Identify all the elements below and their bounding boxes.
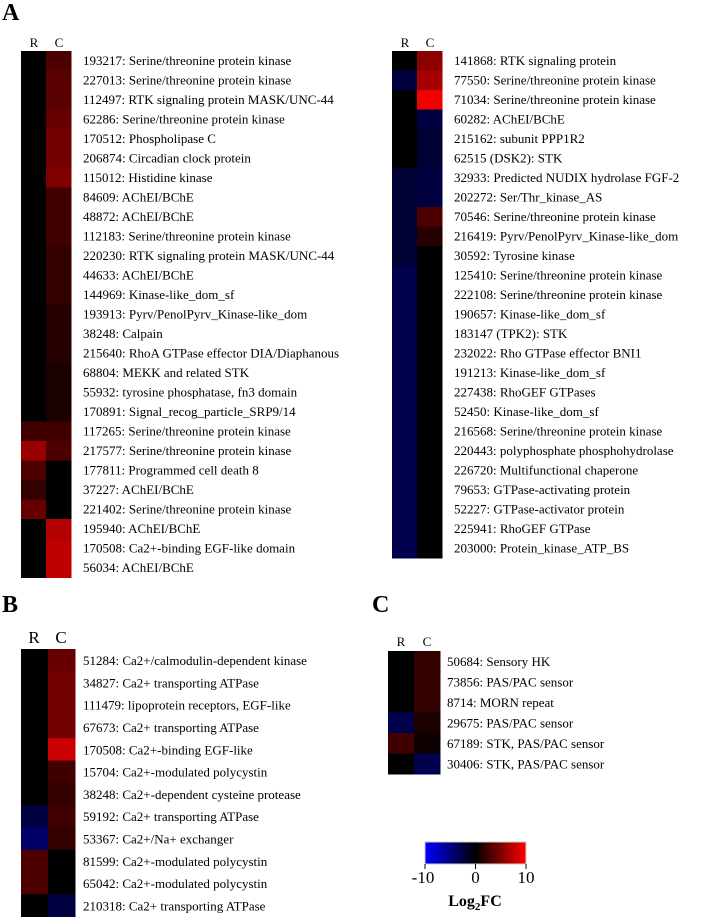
- heatmap-cell-r: [21, 363, 47, 383]
- heatmap-cell-r: [392, 441, 418, 461]
- heatmap-cell-r: [21, 850, 49, 873]
- heatmap-cell-c: [417, 324, 443, 344]
- heatmap-row-label: 73856: PAS/PAC sensor: [447, 674, 574, 690]
- heatmap-row-label: 50684: Sensory HK: [447, 653, 551, 669]
- heatmap-row-label: 112183: Serine/threonine protein kinase: [83, 228, 291, 244]
- heatmap-row-label: 65042: Ca2+-modulated polycystin: [83, 876, 268, 892]
- heatmap-cell-r: [21, 539, 47, 559]
- heatmap-cell-r: [392, 480, 418, 500]
- heatmap-cell-r: [21, 649, 49, 672]
- heatmap-row-label: 215162: subunit PPP1R2: [454, 131, 585, 147]
- heatmap-cell-r: [21, 738, 49, 761]
- heatmap-panel-a-right: [392, 51, 679, 559]
- heatmap-cell-c: [417, 285, 443, 305]
- heatmap-panel-c: [388, 651, 605, 775]
- heatmap-cell-c: [46, 110, 72, 130]
- heatmap-cell-r: [21, 500, 47, 520]
- heatmap-cell-r: [21, 383, 47, 403]
- heatmap-cell-c: [48, 738, 76, 761]
- heatmap-cell-c: [417, 149, 443, 169]
- heatmap-row-label: 52227: GTPase-activator protein: [454, 501, 625, 517]
- heatmap-cell-r: [21, 558, 47, 578]
- heatmap-cell-r: [392, 500, 418, 520]
- heatmap-cell-r: [21, 207, 47, 227]
- heatmap-cell-c: [48, 805, 76, 828]
- heatmap-cell-c: [414, 713, 441, 734]
- heatmap-cell-r: [392, 110, 418, 130]
- heatmap-cell-c: [48, 671, 76, 694]
- heatmap-cell-c: [46, 480, 72, 500]
- heatmap-cell-c: [46, 90, 72, 110]
- heatmap-cell-r: [392, 207, 418, 227]
- heatmap-row-label: 30406: STK, PAS/PAC sensor: [447, 756, 605, 772]
- heatmap-cell-c: [417, 363, 443, 383]
- heatmap-cell-r: [21, 422, 47, 442]
- heatmap-cell-r: [392, 71, 418, 91]
- heatmap-cell-r: [392, 402, 418, 422]
- heatmap-row-label: 193217: Serine/threonine protein kinase: [83, 53, 292, 69]
- heatmap-cell-r: [392, 539, 418, 559]
- heatmap-cell-r: [388, 651, 415, 672]
- heatmap-cell-c: [46, 149, 72, 169]
- color-scale-title-main: Log: [448, 893, 475, 910]
- heatmap-row-label: 79653: GTPase-activating protein: [454, 482, 631, 498]
- heatmap-cell-c: [46, 500, 72, 520]
- panel-b-col-head-r: R: [28, 628, 40, 647]
- heatmap-cell-r: [392, 168, 418, 188]
- heatmap-row-label: 177811: Programmed cell death 8: [83, 462, 259, 478]
- heatmap-cell-r: [392, 227, 418, 247]
- heatmap-cell-c: [417, 441, 443, 461]
- heatmap-cell-r: [388, 754, 415, 775]
- heatmap-row-label: 206874: Circadian clock protein: [83, 150, 251, 166]
- heatmap-cell-c: [48, 827, 76, 850]
- heatmap-cell-r: [21, 519, 47, 539]
- heatmap-cell-c: [417, 422, 443, 442]
- heatmap-cell-c: [417, 519, 443, 539]
- heatmap-row-label: 44633: AChEI/BChE: [83, 267, 194, 283]
- heatmap-cell-c: [417, 500, 443, 520]
- heatmap-cell-r: [21, 51, 47, 71]
- heatmap-cell-c: [46, 344, 72, 364]
- heatmap-cell-r: [21, 188, 47, 208]
- heatmap-cell-c: [417, 246, 443, 266]
- heatmap-row-label: 62286: Serine/threonine protein kinase: [83, 111, 285, 127]
- heatmap-row-label: 59192: Ca2+ transporting ATPase: [83, 809, 259, 825]
- heatmap-cell-c: [46, 71, 72, 91]
- heatmap-cell-r: [21, 324, 47, 344]
- heatmap-row-label: 202272: Ser/Thr_kinase_AS: [454, 189, 603, 205]
- heatmap-cell-c: [46, 402, 72, 422]
- heatmap-cell-r: [392, 90, 418, 110]
- heatmap-row-label: 170508: Ca2+-binding EGF-like domain: [83, 540, 296, 556]
- heatmap-cell-c: [417, 51, 443, 71]
- heatmap-row-label: 71034: Serine/threonine protein kinase: [454, 92, 656, 108]
- heatmap-row-label: 225941: RhoGEF GTPase: [454, 521, 591, 537]
- panel-label-b: B: [2, 592, 19, 618]
- color-scale-title-sub: 2: [474, 901, 481, 913]
- heatmap-cell-r: [392, 188, 418, 208]
- heatmap-row-label: 51284: Ca2+/calmodulin-dependent kinase: [83, 653, 307, 669]
- heatmap-cell-c: [46, 383, 72, 403]
- heatmap-cell-r: [392, 51, 418, 71]
- heatmap-cell-r: [388, 713, 415, 734]
- heatmap-row-label: 226720: Multifunctional chaperone: [454, 462, 639, 478]
- heatmap-cell-c: [48, 761, 76, 784]
- heatmap-row-label: 125410: Serine/threonine protein kinase: [454, 267, 663, 283]
- heatmap-cell-c: [417, 480, 443, 500]
- heatmap-row-label: 222108: Serine/threonine protein kinase: [454, 287, 663, 303]
- heatmap-row-label: 217577: Serine/threonine protein kinase: [83, 443, 292, 459]
- panel-label-c: C: [372, 592, 390, 618]
- heatmap-row-label: 220230: RTK signaling protein MASK/UNC-44: [83, 248, 335, 264]
- heatmap-row-label: 29675: PAS/PAC sensor: [447, 715, 574, 731]
- heatmap-row-label: 70546: Serine/threonine protein kinase: [454, 209, 656, 225]
- heatmap-row-label: 193913: Pyrv/PenolPyrv_Kinase-like_dom: [83, 306, 308, 322]
- heatmap-row-label: 210318: Ca2+ transporting ATPase: [83, 898, 266, 914]
- color-scale-title: [448, 893, 502, 913]
- heatmap-cell-c: [46, 305, 72, 325]
- color-scale-title-end: FC: [480, 893, 502, 910]
- heatmap-cell-c: [46, 246, 72, 266]
- heatmap-panel-b: [21, 649, 307, 917]
- heatmap-row-label: 53367: Ca2+/Na+ exchanger: [83, 831, 234, 847]
- heatmap-cell-r: [21, 783, 49, 806]
- heatmap-row-label: 48872: AChEI/BChE: [83, 209, 194, 225]
- heatmap-row-label: 144969: Kinase-like_dom_sf: [83, 287, 235, 303]
- heatmap-cell-c: [46, 207, 72, 227]
- heatmap-cell-c: [46, 129, 72, 149]
- heatmap-row-label: 170508: Ca2+-binding EGF-like: [83, 742, 253, 758]
- heatmap-cell-c: [46, 266, 72, 286]
- heatmap-cell-r: [21, 671, 49, 694]
- heatmap-row-label: 30592: Tyrosine kinase: [454, 248, 575, 264]
- heatmap-cell-r: [21, 402, 47, 422]
- heatmap-row-label: 84609: AChEI/BChE: [83, 189, 194, 205]
- heatmap-cell-c: [48, 894, 76, 917]
- heatmap-cell-c: [414, 692, 441, 713]
- heatmap-cell-r: [392, 266, 418, 286]
- heatmap-cell-r: [21, 149, 47, 169]
- heatmap-cell-c: [46, 285, 72, 305]
- heatmap-cell-r: [392, 363, 418, 383]
- heatmap-row-label: 77550: Serine/threonine protein kinase: [454, 72, 656, 88]
- heatmap-row-label: 170891: Signal_recog_particle_SRP9/14: [83, 404, 296, 420]
- heatmap-cell-r: [21, 71, 47, 91]
- heatmap-row-label: 141868: RTK signaling protein: [454, 53, 617, 69]
- heatmap-cell-c: [46, 324, 72, 344]
- heatmap-cell-c: [46, 227, 72, 247]
- heatmap-cell-c: [414, 672, 441, 693]
- heatmap-cell-r: [21, 227, 47, 247]
- heatmap-row-label: 203000: Protein_kinase_ATP_BS: [454, 540, 630, 556]
- heatmap-cell-c: [417, 305, 443, 325]
- heatmap-cell-r: [21, 305, 47, 325]
- heatmap-row-label: 220443: polyphosphate phosphohydrolase: [454, 443, 674, 459]
- heatmap-row-label: 216568: Serine/threonine protein kinase: [454, 423, 663, 439]
- panel-a-right-col-head-r: R: [400, 35, 410, 50]
- heatmap-cell-r: [21, 761, 49, 784]
- heatmap-row-label: 232022: Rho GTPase effector BNI1: [454, 345, 642, 361]
- color-scale-tick-label-low: -10: [411, 868, 435, 887]
- heatmap-row-label: 68804: MEKK and related STK: [83, 365, 250, 381]
- heatmap-row-label: 183147 (TPK2): STK: [454, 326, 568, 342]
- heatmap-cell-r: [21, 110, 47, 130]
- heatmap-cell-r: [392, 461, 418, 481]
- heatmap-cell-r: [392, 324, 418, 344]
- panel-a-left-col-head-c: C: [54, 35, 64, 50]
- heatmap-cell-r: [388, 692, 415, 713]
- heatmap-cell-r: [21, 129, 47, 149]
- heatmap-cell-c: [417, 188, 443, 208]
- heatmap-cell-c: [48, 716, 76, 739]
- panel-b-col-head-c: C: [55, 628, 67, 647]
- heatmap-cell-r: [388, 672, 415, 693]
- heatmap-row-label: 115012: Histidine kinase: [83, 170, 213, 186]
- panel-label-a: A: [2, 0, 20, 26]
- heatmap-cell-r: [21, 894, 49, 917]
- heatmap-row-label: 216419: Pyrv/PenolPyrv_Kinase-like_dom: [454, 228, 679, 244]
- heatmap-cell-r: [21, 461, 47, 481]
- heatmap-cell-r: [21, 246, 47, 266]
- heatmap-row-label: 117265: Serine/threonine protein kinase: [83, 423, 291, 439]
- heatmap-cell-r: [21, 694, 49, 717]
- heatmap-cell-c: [417, 129, 443, 149]
- heatmap-cell-c: [414, 754, 441, 775]
- heatmap-row-label: 60282: AChEI/BChE: [454, 111, 565, 127]
- heatmap-row-label: 55932: tyrosine phosphatase, fn3 domain: [83, 384, 298, 400]
- heatmap-row-label: 81599: Ca2+-modulated polycystin: [83, 853, 268, 869]
- heatmap-row-label: 195940: AChEI/BChE: [83, 521, 201, 537]
- panel-a-right-col-head-c: C: [425, 35, 435, 50]
- heatmap-cell-c: [417, 71, 443, 91]
- heatmap-cell-c: [48, 783, 76, 806]
- heatmap-cell-r: [21, 805, 49, 828]
- heatmap-cell-c: [46, 519, 72, 539]
- heatmap-cell-r: [392, 422, 418, 442]
- panel-c-col-head-c: C: [422, 634, 432, 649]
- color-scale-tick-label-mid: 0: [471, 868, 480, 887]
- heatmap-cell-c: [417, 344, 443, 364]
- heatmap-row-label: 52450: Kinase-like_dom_sf: [454, 404, 599, 420]
- heatmap-row-label: 170512: Phospholipase C: [83, 131, 216, 147]
- heatmap-cell-c: [417, 402, 443, 422]
- heatmap-cell-c: [46, 363, 72, 383]
- heatmap-cell-c: [417, 461, 443, 481]
- heatmap-panel-a-left: [21, 51, 339, 578]
- heatmap-cell-c: [48, 694, 76, 717]
- heatmap-cell-c: [417, 266, 443, 286]
- heatmap-row-label: 227438: RhoGEF GTPases: [454, 384, 596, 400]
- panel-a-left-col-head-r: R: [29, 35, 39, 50]
- heatmap-cell-c: [46, 51, 72, 71]
- heatmap-cell-r: [392, 129, 418, 149]
- color-scale-tick-label-high: 10: [517, 868, 535, 887]
- heatmap-cell-c: [48, 649, 76, 672]
- heatmap-cell-r: [21, 441, 47, 461]
- heatmap-cell-r: [388, 733, 415, 754]
- heatmap-row-label: 111479: lipoprotein receptors, EGF-like: [83, 697, 291, 713]
- heatmap-row-label: 190657: Kinase-like_dom_sf: [454, 306, 606, 322]
- heatmap-row-label: 38248: Calpain: [83, 326, 163, 342]
- heatmap-row-label: 37227: AChEI/BChE: [83, 482, 194, 498]
- heatmap-cell-r: [21, 827, 49, 850]
- heatmap-cell-r: [392, 149, 418, 169]
- panel-c-col-head-r: R: [396, 634, 406, 649]
- heatmap-cell-r: [21, 90, 47, 110]
- heatmap-cell-r: [392, 344, 418, 364]
- heatmap-row-label: 34827: Ca2+ transporting ATPase: [83, 675, 259, 691]
- heatmap-row-label: 191213: Kinase-like_dom_sf: [454, 365, 606, 381]
- heatmap-cell-c: [46, 188, 72, 208]
- heatmap-cell-r: [21, 266, 47, 286]
- heatmap-row-label: 15704: Ca2+-modulated polycystin: [83, 764, 268, 780]
- heatmap-cell-c: [46, 441, 72, 461]
- heatmap-cell-r: [392, 305, 418, 325]
- heatmap-row-label: 56034: AChEI/BChE: [83, 560, 194, 576]
- heatmap-row-label: 227013: Serine/threonine protein kinase: [83, 72, 292, 88]
- heatmap-row-label: 62515 (DSK2): STK: [454, 150, 563, 166]
- heatmap-cell-c: [48, 872, 76, 895]
- heatmap-cell-c: [414, 733, 441, 754]
- heatmap-cell-c: [46, 461, 72, 481]
- heatmap-cell-c: [417, 90, 443, 110]
- heatmap-cell-r: [392, 519, 418, 539]
- heatmap-row-label: 67673: Ca2+ transporting ATPase: [83, 719, 259, 735]
- heatmap-row-label: 32933: Predicted NUDIX hydrolase FGF-2: [454, 170, 680, 186]
- heatmap-cell-c: [46, 558, 72, 578]
- heatmap-cell-r: [392, 383, 418, 403]
- heatmap-row-label: 221402: Serine/threonine protein kinase: [83, 501, 292, 517]
- heatmap-cell-c: [48, 850, 76, 873]
- heatmap-cell-c: [417, 207, 443, 227]
- heatmap-cell-r: [21, 872, 49, 895]
- heatmap-cell-c: [414, 651, 441, 672]
- heatmap-cell-c: [417, 383, 443, 403]
- heatmap-cell-r: [392, 285, 418, 305]
- heatmap-row-label: 8714: MORN repeat: [447, 694, 554, 710]
- heatmap-cell-r: [21, 480, 47, 500]
- heatmap-cell-c: [46, 422, 72, 442]
- heatmap-cell-c: [417, 227, 443, 247]
- heatmap-row-label: 215640: RhoA GTPase effector DIA/Diaphanous: [83, 345, 340, 361]
- heatmap-cell-c: [417, 539, 443, 559]
- heatmap-cell-r: [21, 168, 47, 188]
- heatmap-cell-c: [46, 539, 72, 559]
- heatmap-cell-r: [21, 716, 49, 739]
- heatmap-cell-c: [417, 110, 443, 130]
- heatmap-row-label: 67189: STK, PAS/PAC sensor: [447, 735, 605, 751]
- heatmap-cell-r: [21, 344, 47, 364]
- heatmap-row-label: 38248: Ca2+-dependent cysteine protease: [83, 786, 301, 802]
- heatmap-row-label: 112497: RTK signaling protein MASK/UNC-44: [83, 92, 334, 108]
- color-scale-bar: [425, 842, 526, 864]
- heatmap-cell-r: [392, 246, 418, 266]
- heatmap-cell-c: [46, 168, 72, 188]
- heatmap-cell-c: [417, 168, 443, 188]
- heatmap-cell-r: [21, 285, 47, 305]
